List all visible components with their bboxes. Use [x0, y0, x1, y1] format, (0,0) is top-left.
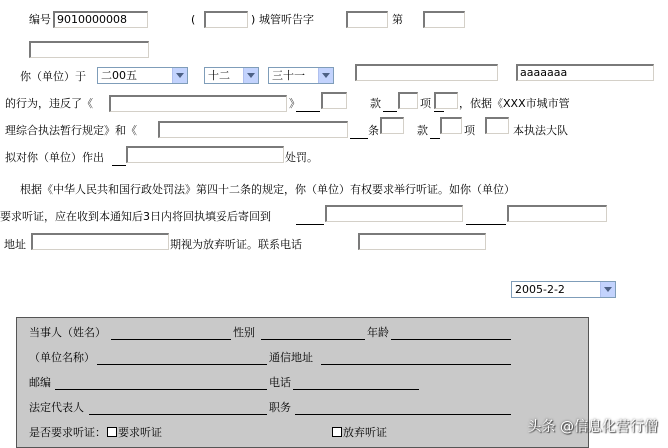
line4-label: 拟对你（单位）作出 [5, 151, 104, 164]
notice-label: 城管听告字 [259, 13, 314, 26]
unit-line [97, 351, 267, 365]
phone-line [293, 376, 419, 390]
kuan-underline [383, 98, 397, 112]
line3-label: 理综合执法暂行规定》和《 [5, 124, 137, 137]
year-value: 二00五 [101, 69, 137, 82]
punish-input[interactable] [126, 146, 284, 163]
xiang-label: 项 [420, 97, 431, 110]
number-input[interactable]: 9010000008 [53, 11, 148, 28]
xiang2-input[interactable] [485, 117, 509, 134]
date-value: 2005-2-2 [515, 283, 565, 296]
receipt-panel [16, 317, 589, 448]
day-select[interactable] [268, 67, 334, 84]
gender-label: 性别 [233, 326, 255, 339]
year-select[interactable] [97, 67, 188, 84]
address-line [321, 351, 511, 365]
rep-line [89, 401, 267, 415]
request-question: 是否要求听证： [29, 426, 106, 439]
request-no-checkbox[interactable] [332, 427, 342, 437]
request-yes-label: 要求听证 [118, 426, 162, 439]
expired-label: 期视为放弃听证。联系电话 [170, 238, 302, 251]
age-line [391, 326, 511, 340]
request-yes-checkbox[interactable] [107, 427, 117, 437]
xiang-input[interactable] [434, 92, 458, 109]
dest2-underline [466, 211, 506, 225]
close-bracket-1: 》 [289, 97, 300, 110]
year-code-input[interactable] [204, 11, 248, 28]
punish-label: 处罚。 [285, 151, 318, 164]
chevron-down-icon [600, 282, 615, 297]
waive-row [331, 426, 387, 440]
rep-label: 法定代表人 [29, 401, 84, 414]
you-label: 你（单位）于 [20, 70, 86, 83]
basis-label: ，依据《XXX市城市管 [459, 97, 570, 110]
name-input[interactable]: aaaaaaa [516, 64, 654, 81]
para1-text: 根据《中华人民共和国行政处罚法》第四十二条的规定，你（单位）有权要求举行听证。如你（单位） [20, 183, 515, 196]
addr-input[interactable] [31, 233, 169, 250]
address-label: 通信地址 [269, 351, 313, 364]
date-select[interactable] [511, 281, 616, 298]
party-label: 当事人（姓名） [29, 326, 106, 339]
bureau-label: 本执法大队 [513, 124, 568, 137]
tiao-label: 条 [368, 124, 379, 137]
age-label: 年龄 [367, 326, 389, 339]
watermark-text: 头条 @信息化营行僧 [527, 419, 658, 435]
month-value: 十二 [208, 69, 230, 82]
di-label: 第 [392, 13, 403, 26]
regulation2-input[interactable] [158, 121, 348, 138]
xiang2-label: 项 [464, 124, 475, 137]
sequence-input[interactable] [423, 11, 465, 28]
phone-label: 电话 [269, 376, 291, 389]
para2-text: 要求听证，应在收到本通知后3日内将回执填妥后寄回到 [0, 210, 271, 223]
article-underline [296, 98, 320, 112]
postcode-line [55, 376, 267, 390]
dest2-input[interactable] [507, 205, 607, 222]
tiao-underline [350, 125, 368, 139]
request-no-label: 放弃听证 [343, 426, 387, 439]
behavior-label: 的行为，违反了《 [5, 97, 93, 110]
dest-input[interactable] [325, 205, 463, 222]
addr-label: 地址 [4, 238, 26, 251]
paren-close: ) [251, 13, 256, 26]
chevron-down-icon [172, 68, 187, 83]
chevron-down-icon [318, 68, 333, 83]
tiao-input[interactable] [380, 117, 404, 134]
paren-open: ( [191, 13, 196, 26]
notice-code-input[interactable] [346, 11, 388, 28]
party-line [111, 326, 231, 340]
regulation-input[interactable] [109, 95, 287, 112]
kuan-label: 款 [370, 97, 381, 110]
gender-line [261, 326, 365, 340]
day-value: 三十一 [272, 69, 305, 82]
article-input[interactable] [321, 92, 347, 109]
kuan2-label: 款 [417, 124, 428, 137]
extra-input[interactable] [29, 41, 149, 58]
duty-label: 职务 [269, 401, 291, 414]
punish-underline [112, 152, 126, 166]
dest-underline [296, 211, 324, 225]
unit-label: （单位名称） [29, 351, 95, 364]
duty-line [295, 401, 511, 415]
location-input[interactable] [355, 64, 498, 81]
postcode-label: 邮编 [29, 376, 51, 389]
request-row [29, 426, 162, 440]
kuan2-input[interactable] [440, 117, 462, 134]
kuan-input[interactable] [398, 92, 418, 109]
phone-input[interactable] [358, 233, 486, 250]
kuan2-underline [430, 125, 440, 139]
number-label: 编号 [29, 13, 51, 26]
month-select[interactable] [204, 67, 259, 84]
chevron-down-icon [243, 68, 258, 83]
